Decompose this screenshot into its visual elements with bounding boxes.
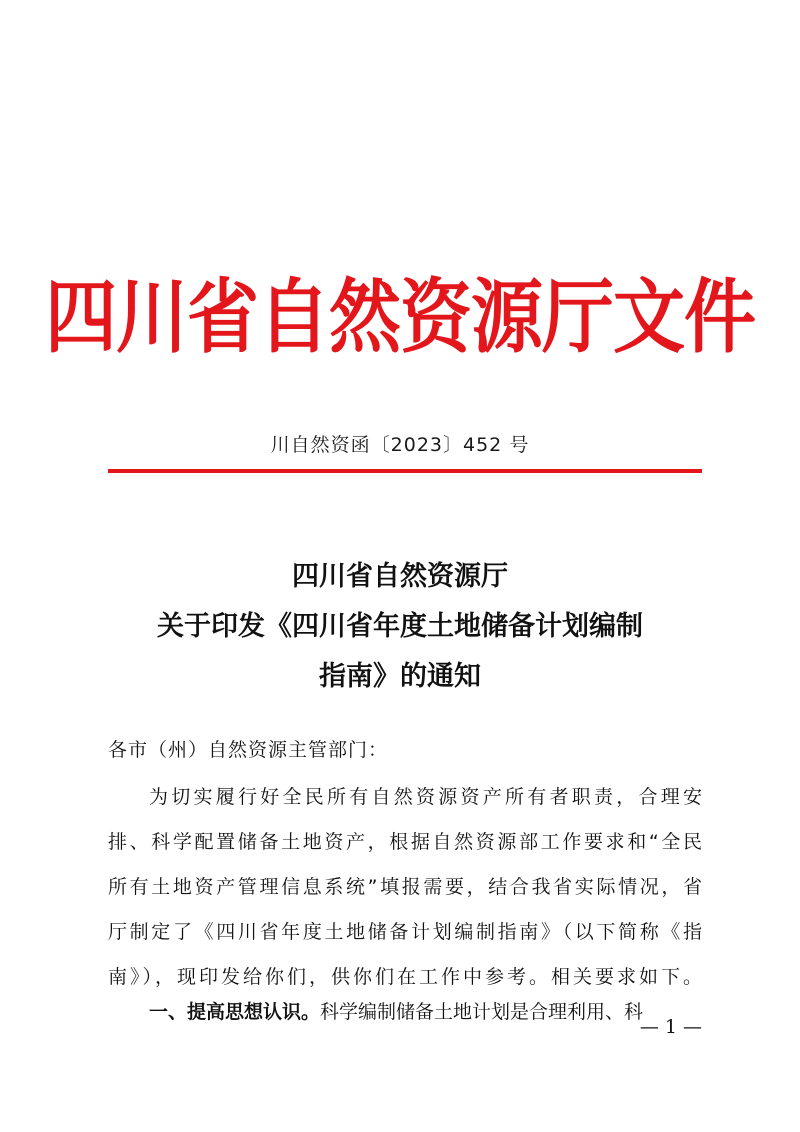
paragraph-line-4: 厅制定了《四川省年度土地储备计划编制指南》（以下简称《指 xyxy=(108,921,702,943)
paragraph-line-5: 南》），现印发给你们，供你们在工作中参考。相关要求如下。 xyxy=(108,966,702,988)
section-1-heading: 一、提高思想认识。 xyxy=(149,1001,321,1023)
addressee-line: 各市（州）自然资源主管部门： xyxy=(108,739,389,761)
paragraph-line-3: 所有土地资产管理信息系统”填报需要，结合我省实际情况，省 xyxy=(108,876,702,898)
document-title xyxy=(100,552,700,702)
title-line-2: 关于印发《四川省年度土地储备计划编制 xyxy=(157,611,643,642)
title-line-3: 指南》的通知 xyxy=(319,661,481,692)
paragraph-line-2: 排、科学配置储备土地资产，根据自然资源部工作要求和“全民 xyxy=(108,831,702,853)
section-1-text: 科学编制储备土地计划是合理利用、科 xyxy=(320,1001,644,1023)
document-masthead: 四川省自然资源厅文件 xyxy=(44,268,755,365)
document-number: 川自然资函〔2023〕452 号 xyxy=(270,434,530,456)
title-line-1: 四川省自然资源厅 xyxy=(292,561,508,592)
paragraph-line-1: 为切实履行好全民所有自然资源资产所有者职责，合理安 xyxy=(149,786,702,808)
red-divider-rule xyxy=(108,469,702,473)
page-number: — 1 — xyxy=(639,1016,702,1038)
